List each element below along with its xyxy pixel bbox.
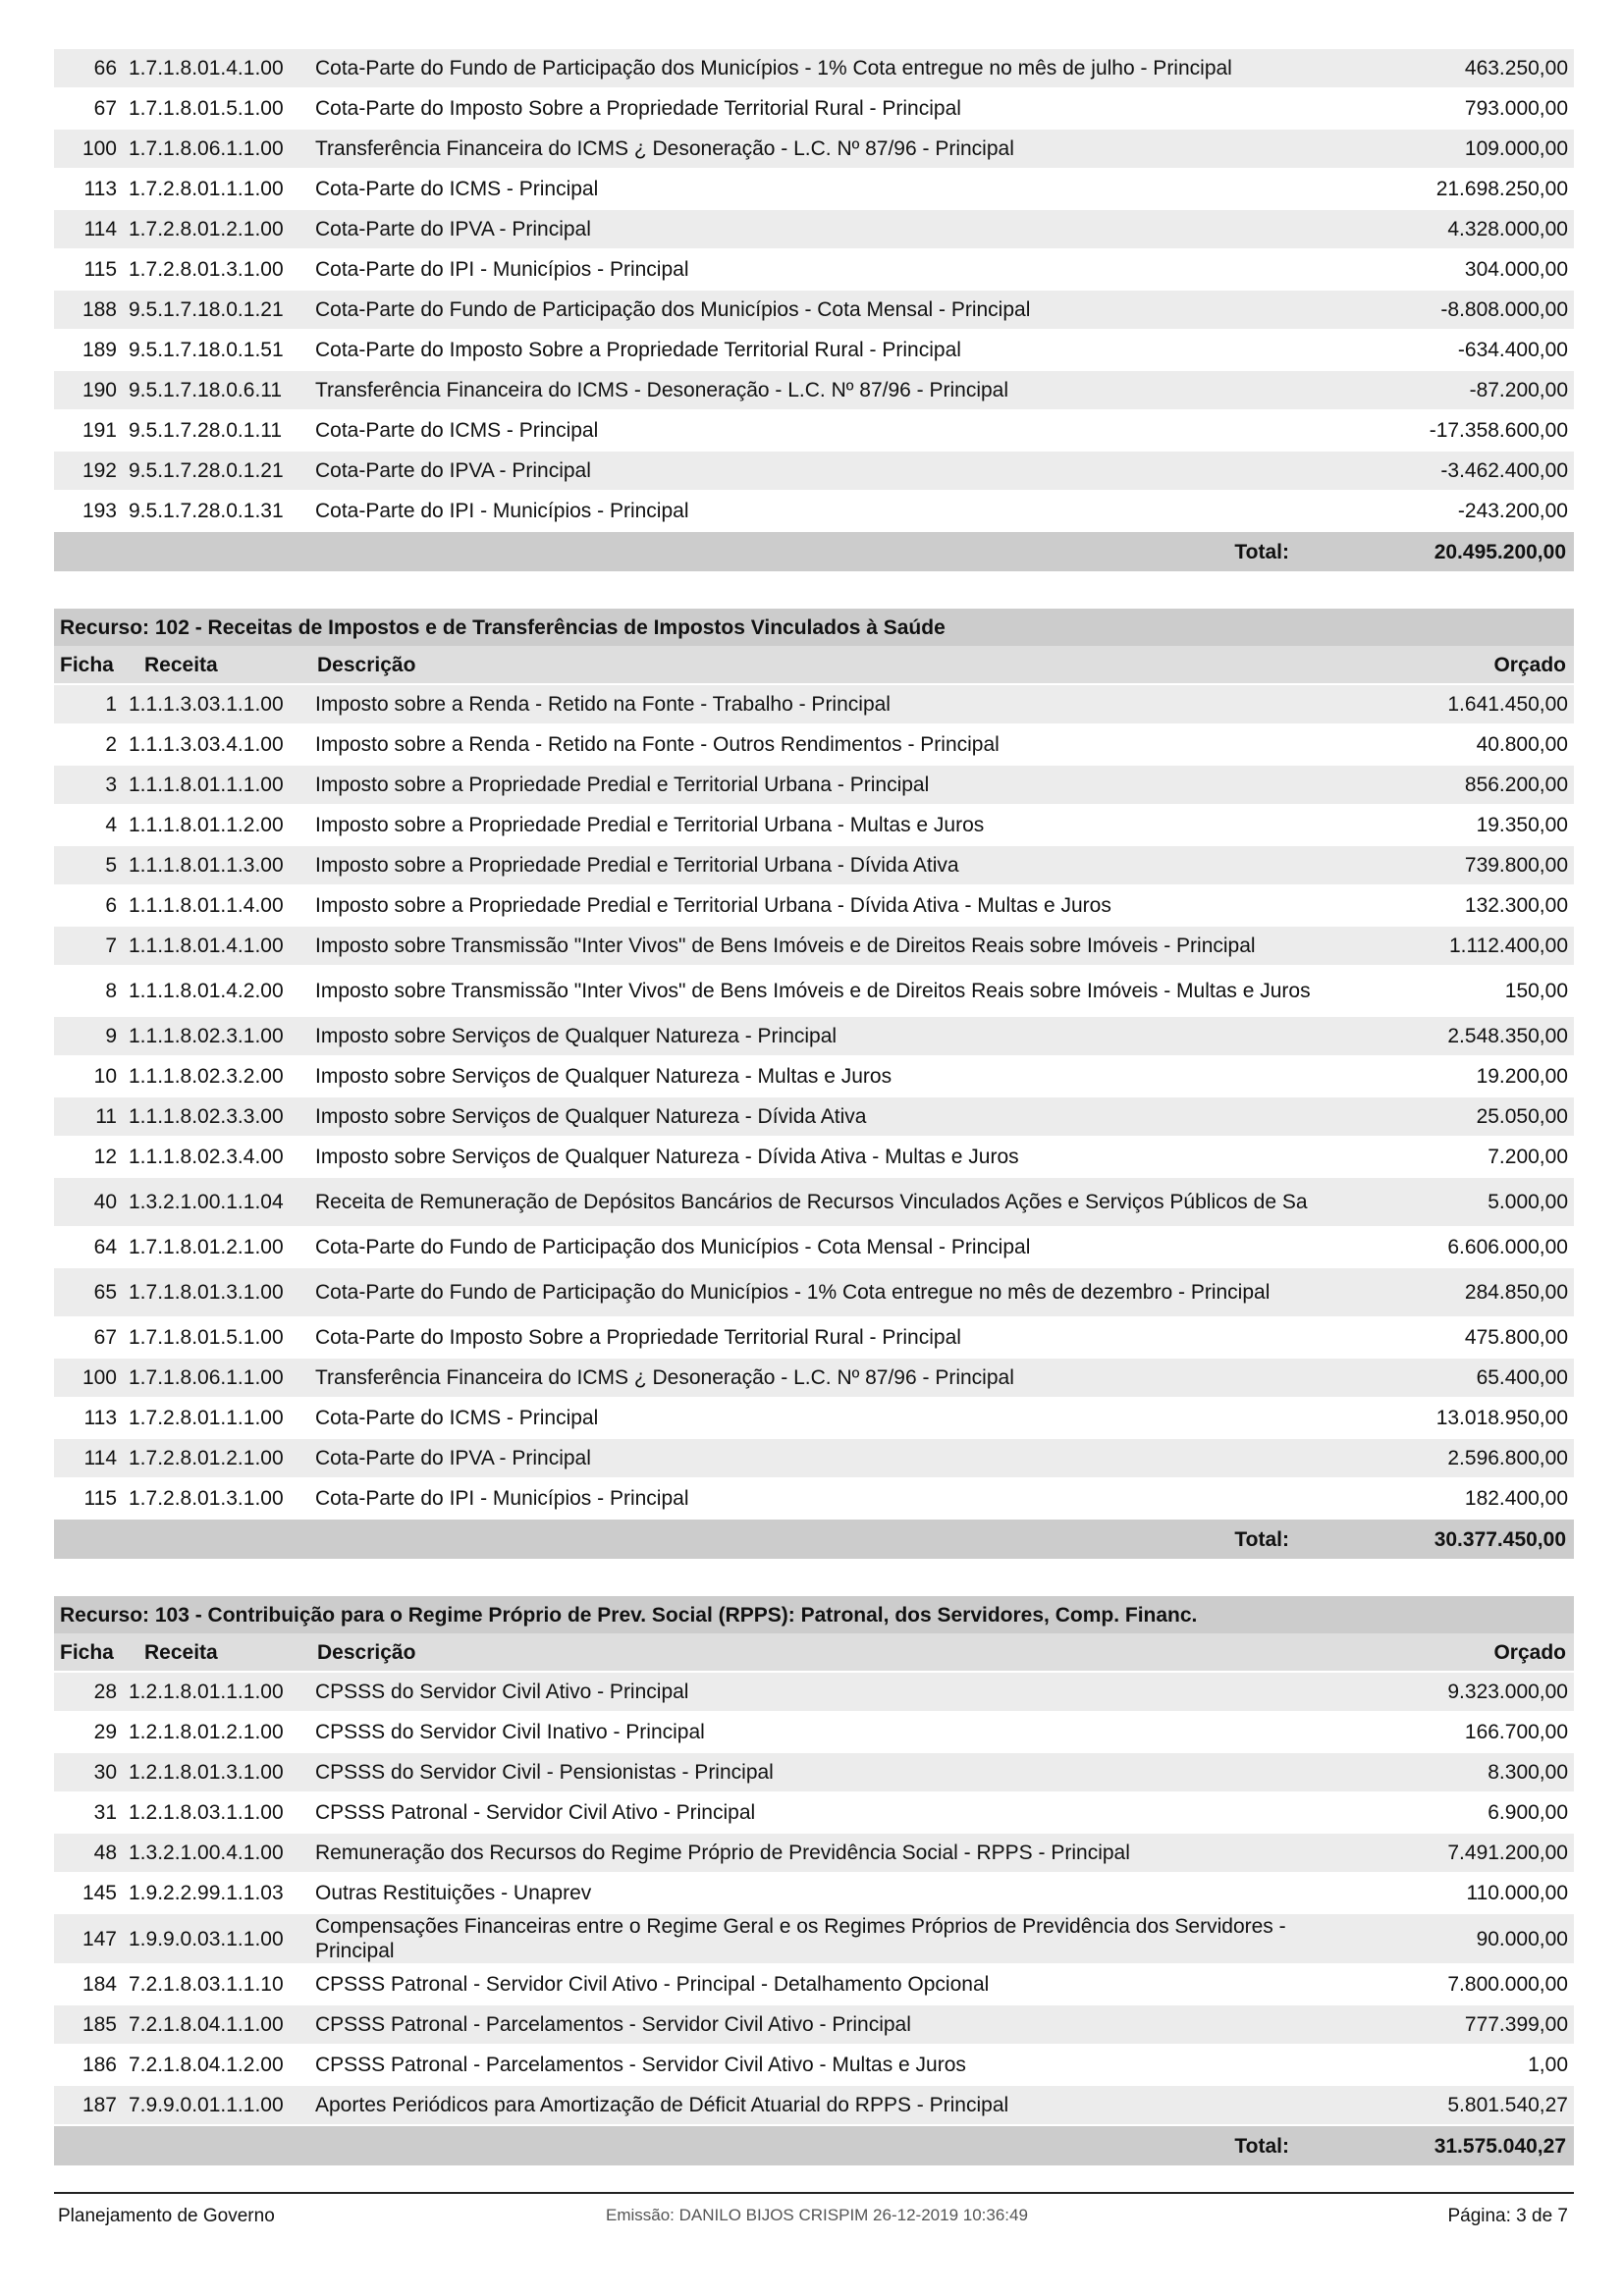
column-header-orcado: Orçado <box>1338 646 1574 685</box>
cell-receita: 1.7.2.8.01.3.1.00 <box>123 250 309 291</box>
revenue-table <box>54 609 1574 1559</box>
column-header-ficha: Ficha <box>54 1633 123 1673</box>
total-value: 31.575.040,27 <box>1338 2126 1574 2165</box>
cell-descricao: Imposto sobre a Propriedade Predial e Territorial Urbana - Multas e Juros <box>309 806 1338 846</box>
cell-ficha: 4 <box>54 806 123 846</box>
cell-receita: 1.7.1.8.06.1.1.00 <box>123 1359 309 1399</box>
cell-ficha: 145 <box>54 1874 123 1914</box>
cell-ficha: 64 <box>54 1228 123 1268</box>
cell-ficha: 187 <box>54 2086 123 2126</box>
table-row <box>54 1097 1574 1138</box>
cell-orcado: 110.000,00 <box>1338 1874 1574 1914</box>
cell-descricao: Cota-Parte do IPVA - Principal <box>309 1439 1338 1479</box>
cell-descricao: Imposto sobre Serviços de Qualquer Natureza - Dívida Ativa - Multas e Juros <box>309 1138 1338 1178</box>
cell-descricao: Aportes Periódicos para Amortização de Déficit Atuarial do RPPS - Principal <box>309 2086 1338 2126</box>
cell-descricao: Receita de Remuneração de Depósitos Bancários de Recursos Vinculados Ações e Serviços Públicos de Sa <box>309 1178 1338 1228</box>
cell-orcado: 777.399,00 <box>1338 2005 1574 2046</box>
column-header-receita: Receita <box>123 646 309 685</box>
cell-descricao: Cota-Parte do Imposto Sobre a Propriedade Territorial Rural - Principal <box>309 331 1338 371</box>
cell-orcado: 6.900,00 <box>1338 1793 1574 1834</box>
cell-descricao: Cota-Parte do Fundo de Participação do Municípios - 1% Cota entregue no mês de dezembro - Principal <box>309 1268 1338 1318</box>
cell-orcado: 739.800,00 <box>1338 846 1574 886</box>
table-row <box>54 1178 1574 1228</box>
cell-receita: 9.5.1.7.18.0.6.11 <box>123 371 309 411</box>
table-row <box>54 371 1574 411</box>
cell-ficha: 2 <box>54 725 123 766</box>
resource-header <box>54 1596 1574 1633</box>
cell-ficha: 7 <box>54 927 123 967</box>
cell-orcado: 1.641.450,00 <box>1338 685 1574 725</box>
cell-descricao: Imposto sobre a Propriedade Predial e Territorial Urbana - Dívida Ativa - Multas e Juros <box>309 886 1338 927</box>
cell-descricao: Cota-Parte do IPI - Municípios - Principal <box>309 250 1338 291</box>
column-header-ficha: Ficha <box>54 646 123 685</box>
footer-emission: Emissão: DANILO BIJOS CRISPIM 26-12-2019 10:36:49 <box>606 2206 1028 2224</box>
table-row <box>54 927 1574 967</box>
cell-receita: 1.2.1.8.01.3.1.00 <box>123 1753 309 1793</box>
cell-ficha: 192 <box>54 452 123 492</box>
cell-orcado: 19.200,00 <box>1338 1057 1574 1097</box>
column-header-descricao: Descrição <box>309 646 1338 685</box>
cell-ficha: 67 <box>54 1318 123 1359</box>
table-row <box>54 967 1574 1017</box>
cell-receita: 1.1.1.8.02.3.1.00 <box>123 1017 309 1057</box>
cell-descricao: Cota-Parte do Fundo de Participação dos Municípios - Cota Mensal - Principal <box>309 1228 1338 1268</box>
cell-receita: 1.1.1.8.01.1.4.00 <box>123 886 309 927</box>
cell-descricao: Imposto sobre Transmissão "Inter Vivos" de Bens Imóveis e de Direitos Reais sobre Imóveis - Multas e Juros <box>309 967 1338 1017</box>
cell-ficha: 186 <box>54 2046 123 2086</box>
total-label: Total: <box>54 2126 1338 2165</box>
cell-orcado: 284.850,00 <box>1338 1268 1574 1318</box>
cell-descricao: Cota-Parte do IPVA - Principal <box>309 210 1338 250</box>
cell-receita: 1.1.1.8.01.1.1.00 <box>123 766 309 806</box>
cell-descricao: CPSSS Patronal - Parcelamentos - Servidor Civil Ativo - Principal <box>309 2005 1338 2046</box>
cell-descricao: Compensações Financeiras entre o Regime Geral e os Regimes Próprios de Previdência dos Servidores - Principal <box>309 1914 1338 1965</box>
cell-ficha: 66 <box>54 49 123 89</box>
cell-descricao: Transferência Financeira do ICMS ¿ Desoneração - L.C. Nº 87/96 - Principal <box>309 1359 1338 1399</box>
cell-descricao: CPSSS Patronal - Servidor Civil Ativo - Principal - Detalhamento Opcional <box>309 1965 1338 2005</box>
cell-orcado: 5.000,00 <box>1338 1178 1574 1228</box>
table-row <box>54 886 1574 927</box>
table-row <box>54 1138 1574 1178</box>
cell-orcado: 166.700,00 <box>1338 1713 1574 1753</box>
cell-receita: 1.7.2.8.01.1.1.00 <box>123 1399 309 1439</box>
cell-ficha: 8 <box>54 967 123 1017</box>
cell-receita: 1.1.1.8.02.3.2.00 <box>123 1057 309 1097</box>
table-row <box>54 725 1574 766</box>
cell-receita: 1.1.1.8.01.1.3.00 <box>123 846 309 886</box>
cell-orcado: 132.300,00 <box>1338 886 1574 927</box>
cell-descricao: Imposto sobre Serviços de Qualquer Natureza - Multas e Juros <box>309 1057 1338 1097</box>
cell-orcado: 6.606.000,00 <box>1338 1228 1574 1268</box>
cell-ficha: 12 <box>54 1138 123 1178</box>
cell-orcado: 182.400,00 <box>1338 1479 1574 1520</box>
cell-receita: 1.1.1.3.03.1.1.00 <box>123 685 309 725</box>
total-value: 30.377.450,00 <box>1338 1520 1574 1559</box>
cell-receita: 1.1.1.8.01.4.1.00 <box>123 927 309 967</box>
cell-orcado: 150,00 <box>1338 967 1574 1017</box>
table-row <box>54 1318 1574 1359</box>
cell-descricao: Imposto sobre Serviços de Qualquer Natureza - Dívida Ativa <box>309 1097 1338 1138</box>
cell-receita: 1.1.1.8.02.3.3.00 <box>123 1097 309 1138</box>
cell-ficha: 31 <box>54 1793 123 1834</box>
cell-descricao: Imposto sobre a Propriedade Predial e Territorial Urbana - Dívida Ativa <box>309 846 1338 886</box>
cell-receita: 1.2.1.8.01.1.1.00 <box>123 1673 309 1713</box>
cell-descricao: Outras Restituições - Unaprev <box>309 1874 1338 1914</box>
column-header-row <box>54 1633 1574 1673</box>
table-row <box>54 49 1574 89</box>
table-row <box>54 1439 1574 1479</box>
cell-ficha: 147 <box>54 1914 123 1965</box>
table-row <box>54 452 1574 492</box>
cell-descricao: CPSSS do Servidor Civil - Pensionistas - Principal <box>309 1753 1338 1793</box>
table-row <box>54 1228 1574 1268</box>
cell-orcado: -243.200,00 <box>1338 492 1574 532</box>
cell-descricao: Imposto sobre a Renda - Retido na Fonte - Trabalho - Principal <box>309 685 1338 725</box>
table-row <box>54 89 1574 130</box>
cell-orcado: 2.596.800,00 <box>1338 1439 1574 1479</box>
cell-receita: 1.2.1.8.03.1.1.00 <box>123 1793 309 1834</box>
cell-orcado: 9.323.000,00 <box>1338 1673 1574 1713</box>
section-gap <box>54 1559 1574 1596</box>
cell-descricao: Imposto sobre Serviços de Qualquer Natureza - Principal <box>309 1017 1338 1057</box>
total-label: Total: <box>54 532 1338 571</box>
cell-orcado: 7.491.200,00 <box>1338 1834 1574 1874</box>
cell-ficha: 113 <box>54 170 123 210</box>
total-row <box>54 532 1574 571</box>
cell-ficha: 114 <box>54 1439 123 1479</box>
table-row <box>54 250 1574 291</box>
cell-orcado: 40.800,00 <box>1338 725 1574 766</box>
cell-descricao: Transferência Financeira do ICMS ¿ Desoneração - L.C. Nº 87/96 - Principal <box>309 130 1338 170</box>
cell-ficha: 114 <box>54 210 123 250</box>
cell-receita: 1.1.1.3.03.4.1.00 <box>123 725 309 766</box>
cell-descricao: Remuneração dos Recursos do Regime Próprio de Previdência Social - RPPS - Principal <box>309 1834 1338 1874</box>
resource-title: Recurso: 102 - Receitas de Impostos e de Transferências de Impostos Vinculados à Saúde <box>54 609 1574 646</box>
column-header-descricao: Descrição <box>309 1633 1338 1673</box>
cell-ficha: 67 <box>54 89 123 130</box>
resource-section <box>54 49 1574 571</box>
resource-header <box>54 609 1574 646</box>
table-row <box>54 1479 1574 1520</box>
cell-receita: 9.5.1.7.28.0.1.11 <box>123 411 309 452</box>
cell-ficha: 188 <box>54 291 123 331</box>
cell-ficha: 185 <box>54 2005 123 2046</box>
cell-descricao: Cota-Parte do IPI - Municípios - Principal <box>309 1479 1338 1520</box>
cell-descricao: CPSSS Patronal - Servidor Civil Ativo - Principal <box>309 1793 1338 1834</box>
cell-receita: 1.7.2.8.01.2.1.00 <box>123 1439 309 1479</box>
cell-receita: 7.2.1.8.03.1.1.10 <box>123 1965 309 2005</box>
section-gap <box>54 571 1574 609</box>
cell-ficha: 1 <box>54 685 123 725</box>
table-row <box>54 331 1574 371</box>
cell-ficha: 40 <box>54 1178 123 1228</box>
resource-title: Recurso: 103 - Contribuição para o Regime Próprio de Prev. Social (RPPS): Patronal, dos Servidores, Comp. Financ. <box>54 1596 1574 1633</box>
table-row <box>54 1057 1574 1097</box>
table-row <box>54 1874 1574 1914</box>
cell-ficha: 113 <box>54 1399 123 1439</box>
cell-orcado: 19.350,00 <box>1338 806 1574 846</box>
cell-receita: 1.7.2.8.01.2.1.00 <box>123 210 309 250</box>
cell-receita: 7.2.1.8.04.1.2.00 <box>123 2046 309 2086</box>
cell-ficha: 29 <box>54 1713 123 1753</box>
table-row <box>54 1673 1574 1713</box>
table-row <box>54 1713 1574 1753</box>
cell-receita: 7.9.9.0.01.1.1.00 <box>123 2086 309 2126</box>
cell-descricao: Imposto sobre a Renda - Retido na Fonte - Outros Rendimentos - Principal <box>309 725 1338 766</box>
column-header-row <box>54 646 1574 685</box>
cell-orcado: -634.400,00 <box>1338 331 1574 371</box>
cell-ficha: 115 <box>54 1479 123 1520</box>
cell-descricao: Imposto sobre a Propriedade Predial e Territorial Urbana - Principal <box>309 766 1338 806</box>
cell-ficha: 65 <box>54 1268 123 1318</box>
total-row <box>54 2126 1574 2165</box>
cell-receita: 1.1.1.8.01.4.2.00 <box>123 967 309 1017</box>
cell-receita: 1.7.1.8.01.5.1.00 <box>123 1318 309 1359</box>
resource-section <box>54 1596 1574 2165</box>
cell-descricao: Cota-Parte do Imposto Sobre a Propriedade Territorial Rural - Principal <box>309 1318 1338 1359</box>
table-row <box>54 846 1574 886</box>
cell-orcado: 1.112.400,00 <box>1338 927 1574 967</box>
table-row <box>54 291 1574 331</box>
cell-receita: 1.7.1.8.01.4.1.00 <box>123 49 309 89</box>
table-row <box>54 2086 1574 2126</box>
cell-orcado: 109.000,00 <box>1338 130 1574 170</box>
cell-descricao: Cota-Parte do IPVA - Principal <box>309 452 1338 492</box>
cell-receita: 1.7.1.8.06.1.1.00 <box>123 130 309 170</box>
table-row <box>54 1017 1574 1057</box>
cell-orcado: 2.548.350,00 <box>1338 1017 1574 1057</box>
table-row <box>54 130 1574 170</box>
cell-ficha: 30 <box>54 1753 123 1793</box>
cell-ficha: 193 <box>54 492 123 532</box>
cell-receita: 1.2.1.8.01.2.1.00 <box>123 1713 309 1753</box>
cell-receita: 1.7.1.8.01.5.1.00 <box>123 89 309 130</box>
cell-receita: 1.1.1.8.02.3.4.00 <box>123 1138 309 1178</box>
cell-receita: 1.7.2.8.01.1.1.00 <box>123 170 309 210</box>
cell-orcado: 25.050,00 <box>1338 1097 1574 1138</box>
cell-receita: 1.7.1.8.01.3.1.00 <box>123 1268 309 1318</box>
cell-descricao: CPSSS do Servidor Civil Inativo - Principal <box>309 1713 1338 1753</box>
cell-orcado: 65.400,00 <box>1338 1359 1574 1399</box>
cell-orcado: -87.200,00 <box>1338 371 1574 411</box>
table-row <box>54 1359 1574 1399</box>
cell-ficha: 190 <box>54 371 123 411</box>
cell-orcado: 7.200,00 <box>1338 1138 1574 1178</box>
column-header-receita: Receita <box>123 1633 309 1673</box>
cell-orcado: 21.698.250,00 <box>1338 170 1574 210</box>
cell-ficha: 191 <box>54 411 123 452</box>
cell-receita: 1.1.1.8.01.1.2.00 <box>123 806 309 846</box>
cell-ficha: 115 <box>54 250 123 291</box>
cell-receita: 9.5.1.7.18.0.1.21 <box>123 291 309 331</box>
cell-orcado: 463.250,00 <box>1338 49 1574 89</box>
resource-section <box>54 609 1574 1559</box>
cell-receita: 7.2.1.8.04.1.1.00 <box>123 2005 309 2046</box>
cell-orcado: 793.000,00 <box>1338 89 1574 130</box>
cell-orcado: 7.800.000,00 <box>1338 1965 1574 2005</box>
revenue-table <box>54 49 1574 571</box>
cell-descricao: CPSSS do Servidor Civil Ativo - Principal <box>309 1673 1338 1713</box>
cell-receita: 1.3.2.1.00.1.1.04 <box>123 1178 309 1228</box>
cell-descricao: Transferência Financeira do ICMS - Desoneração - L.C. Nº 87/96 - Principal <box>309 371 1338 411</box>
report-page <box>54 49 1574 2165</box>
total-value: 20.495.200,00 <box>1338 532 1574 571</box>
table-row <box>54 1793 1574 1834</box>
cell-ficha: 184 <box>54 1965 123 2005</box>
cell-ficha: 48 <box>54 1834 123 1874</box>
table-row <box>54 1914 1574 1965</box>
footer-page-number: Página: 3 de 7 <box>1447 2206 1568 2226</box>
cell-ficha: 9 <box>54 1017 123 1057</box>
cell-receita: 1.9.2.2.99.1.1.03 <box>123 1874 309 1914</box>
cell-ficha: 3 <box>54 766 123 806</box>
cell-ficha: 28 <box>54 1673 123 1713</box>
cell-ficha: 5 <box>54 846 123 886</box>
cell-ficha: 100 <box>54 130 123 170</box>
cell-descricao: Cota-Parte do ICMS - Principal <box>309 1399 1338 1439</box>
table-row <box>54 2005 1574 2046</box>
total-row <box>54 1520 1574 1559</box>
table-row <box>54 492 1574 532</box>
table-row <box>54 806 1574 846</box>
cell-receita: 9.5.1.7.18.0.1.51 <box>123 331 309 371</box>
table-row <box>54 1268 1574 1318</box>
cell-descricao: Cota-Parte do ICMS - Principal <box>309 411 1338 452</box>
page-footer <box>54 2192 1574 2243</box>
cell-descricao: Cota-Parte do Imposto Sobre a Propriedade Territorial Rural - Principal <box>309 89 1338 130</box>
cell-orcado: 5.801.540,27 <box>1338 2086 1574 2126</box>
cell-descricao: Cota-Parte do ICMS - Principal <box>309 170 1338 210</box>
table-row <box>54 170 1574 210</box>
cell-descricao: Cota-Parte do Fundo de Participação dos Municípios - Cota Mensal - Principal <box>309 291 1338 331</box>
table-row <box>54 1399 1574 1439</box>
cell-descricao: Cota-Parte do Fundo de Participação dos Municípios - 1% Cota entregue no mês de julho - Principal <box>309 49 1338 89</box>
cell-orcado: -8.808.000,00 <box>1338 291 1574 331</box>
cell-receita: 1.3.2.1.00.4.1.00 <box>123 1834 309 1874</box>
cell-orcado: 856.200,00 <box>1338 766 1574 806</box>
cell-ficha: 189 <box>54 331 123 371</box>
cell-orcado: 475.800,00 <box>1338 1318 1574 1359</box>
cell-ficha: 11 <box>54 1097 123 1138</box>
cell-orcado: 13.018.950,00 <box>1338 1399 1574 1439</box>
cell-descricao: Imposto sobre Transmissão "Inter Vivos" de Bens Imóveis e de Direitos Reais sobre Imóveis - Principal <box>309 927 1338 967</box>
table-row <box>54 1753 1574 1793</box>
total-label: Total: <box>54 1520 1338 1559</box>
table-row <box>54 411 1574 452</box>
cell-receita: 1.7.2.8.01.3.1.00 <box>123 1479 309 1520</box>
cell-receita: 9.5.1.7.28.0.1.21 <box>123 452 309 492</box>
cell-descricao: Cota-Parte do IPI - Municípios - Principal <box>309 492 1338 532</box>
table-row <box>54 1834 1574 1874</box>
cell-orcado: 90.000,00 <box>1338 1914 1574 1965</box>
cell-ficha: 10 <box>54 1057 123 1097</box>
table-row <box>54 210 1574 250</box>
cell-orcado: 304.000,00 <box>1338 250 1574 291</box>
cell-orcado: 4.328.000,00 <box>1338 210 1574 250</box>
cell-receita: 1.7.1.8.01.2.1.00 <box>123 1228 309 1268</box>
cell-orcado: -17.358.600,00 <box>1338 411 1574 452</box>
cell-orcado: 8.300,00 <box>1338 1753 1574 1793</box>
cell-receita: 1.9.9.0.03.1.1.00 <box>123 1914 309 1965</box>
footer-department: Planejamento de Governo <box>58 2206 275 2226</box>
table-row <box>54 685 1574 725</box>
table-row <box>54 766 1574 806</box>
table-row <box>54 1965 1574 2005</box>
cell-ficha: 100 <box>54 1359 123 1399</box>
cell-descricao: CPSSS Patronal - Parcelamentos - Servidor Civil Ativo - Multas e Juros <box>309 2046 1338 2086</box>
column-header-orcado: Orçado <box>1338 1633 1574 1673</box>
table-row <box>54 2046 1574 2086</box>
cell-receita: 9.5.1.7.28.0.1.31 <box>123 492 309 532</box>
cell-orcado: 1,00 <box>1338 2046 1574 2086</box>
cell-orcado: -3.462.400,00 <box>1338 452 1574 492</box>
revenue-table <box>54 1596 1574 2165</box>
cell-ficha: 6 <box>54 886 123 927</box>
